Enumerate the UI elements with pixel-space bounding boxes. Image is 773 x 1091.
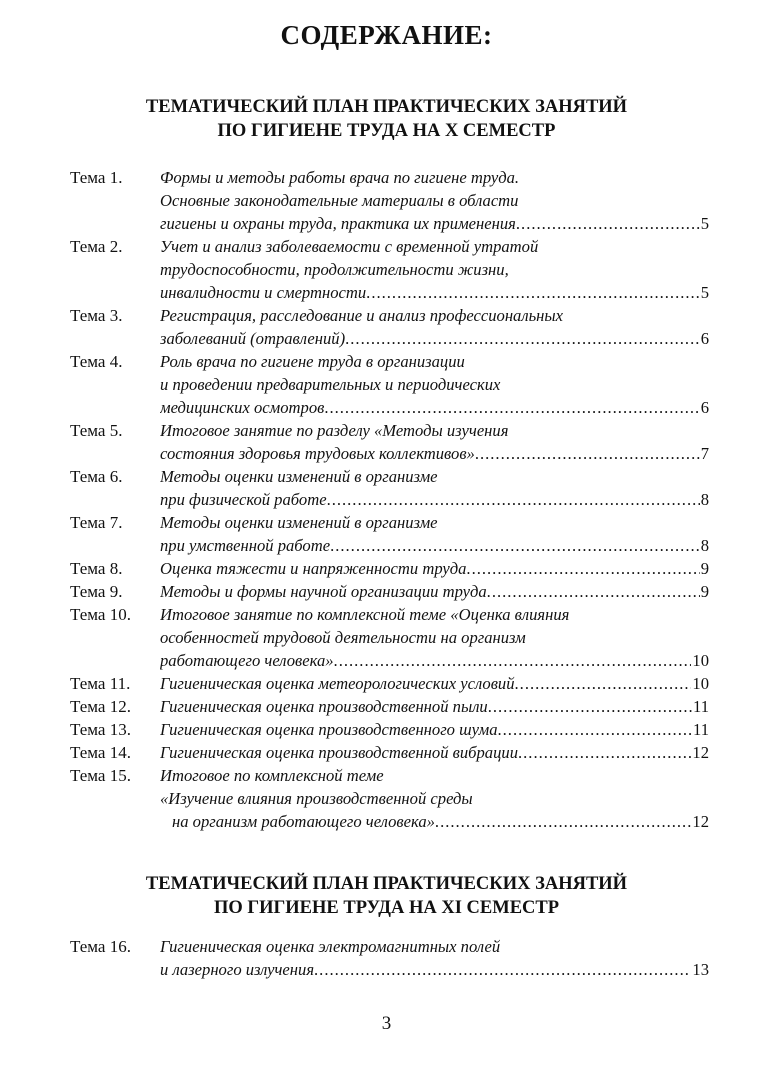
toc-entry [0, 580, 773, 603]
toc-entry-line [160, 695, 709, 718]
toc-entry-line: Итоговое занятие по комплексной теме «Оценка влияния [160, 605, 570, 624]
section-heading-line: ПО ГИГИЕНЕ ТРУДА НА X СЕМЕСТР [217, 121, 556, 141]
toc-entry-title [160, 419, 709, 465]
toc-entry-label: Тема 1. [70, 168, 123, 187]
toc-page-number: 11 [693, 697, 709, 716]
toc-entry-line [160, 327, 709, 350]
toc-entry [0, 672, 773, 695]
toc-entry-line: Учет и анализ заболеваемости с временной утратой [160, 237, 539, 256]
toc-leader-dots [345, 327, 700, 350]
toc-entry-text: инвалидности и смертности [160, 283, 367, 302]
toc-entry [0, 304, 773, 350]
toc-entry-line: и проведении предварительных и периодических [160, 375, 501, 394]
toc-entry-title [160, 741, 709, 764]
toc-entry-label: Тема 11. [70, 674, 131, 693]
toc-entry-label: Тема 15. [70, 766, 131, 785]
toc-entry-line: особенностей трудовой деятельности на организм [160, 628, 526, 647]
toc-section-1 [0, 166, 773, 833]
toc-entry-label: Тема 4. [70, 352, 123, 371]
toc-page-number: 10 [692, 651, 709, 670]
toc-entry-line [160, 396, 709, 419]
toc-entry-text: Гигиеническая оценка производственной вибрации [160, 743, 518, 762]
toc-entry-title [160, 511, 709, 557]
toc-entry-text: Гигиеническая оценка производственной пыли [160, 697, 488, 716]
toc-entry-line: Итоговое занятие по разделу «Методы изучения [160, 421, 509, 440]
toc-entry [0, 166, 773, 235]
toc-page-number: 9 [700, 582, 709, 601]
toc-entry-line: Регистрация, расследование и анализ профессиональных [160, 306, 563, 325]
toc-entry-title [160, 465, 709, 511]
section-heading-2 [0, 872, 773, 920]
toc-entry-line [160, 741, 709, 764]
toc-entry-title [160, 603, 709, 672]
toc-entry-line [160, 649, 709, 672]
toc-entry-line: трудоспособности, продолжительности жизни, [160, 260, 509, 279]
toc-entry-label: Тема 8. [70, 559, 123, 578]
toc-entry-line: Роль врача по гигиене труда в организации [160, 352, 465, 371]
section-heading-1 [0, 95, 773, 143]
toc-entry-line: Основные законодательные материалы в области [160, 191, 519, 210]
toc-entry-text: гигиены и охраны труда, практика их применения [160, 214, 516, 233]
toc-entry-title [160, 166, 709, 235]
toc-entry-text: работающего человека» [160, 651, 334, 670]
toc-leader-dots [516, 212, 700, 235]
page-title: СОДЕРЖАНИЕ: [280, 20, 493, 50]
toc-entry-label: Тема 2. [70, 237, 123, 256]
toc-page-number: 5 [700, 214, 709, 233]
toc-leader-dots [366, 281, 700, 304]
toc-page-number: 10 [692, 674, 709, 693]
toc-entry-label: Тема 10. [70, 605, 131, 624]
toc-page-number: 5 [700, 283, 709, 302]
toc-entry-label: Тема 12. [70, 697, 131, 716]
toc-entry-line [160, 534, 709, 557]
toc-page-number: 7 [700, 444, 709, 463]
toc-page-number: 9 [700, 559, 709, 578]
toc-entry-text: Методы и формы научной организации труда [160, 582, 487, 601]
toc-leader-dots [466, 557, 699, 580]
toc-entry-text: при умственной работе [160, 536, 331, 555]
toc-entry-text: при физической работе [160, 490, 327, 509]
toc-entry-label: Тема 13. [70, 720, 131, 739]
toc-entry-text: Гигиеническая оценка производственного шума [160, 720, 498, 739]
toc-entry-title [160, 672, 709, 695]
toc-page-number: 6 [700, 398, 709, 417]
toc-leader-dots [475, 442, 700, 465]
toc-page-number: 8 [700, 536, 709, 555]
toc-page-number: 11 [693, 720, 709, 739]
toc-entry-label: Тема 5. [70, 421, 123, 440]
toc-page-number: 8 [700, 490, 709, 509]
toc-entry-line: «Изучение влияния производственной среды [160, 789, 473, 808]
toc-entry-label: Тема 7. [70, 513, 123, 532]
toc-page-number: 12 [692, 812, 709, 831]
toc-entry-line [160, 672, 709, 695]
toc-entry-title [160, 304, 709, 350]
toc-entry [0, 718, 773, 741]
section-heading-line: ТЕМАТИЧЕСКИЙ ПЛАН ПРАКТИЧЕСКИХ ЗАНЯТИЙ [145, 97, 628, 117]
toc-leader-dots [487, 580, 700, 603]
toc-entry-title [160, 935, 709, 981]
toc-entry-text: Оценка тяжести и напряженности труда [160, 559, 467, 578]
toc-leader-dots [324, 396, 699, 419]
toc-entry-line [160, 557, 709, 580]
toc-entry-line: Методы оценки изменений в организме [160, 467, 438, 486]
toc-entry [0, 603, 773, 672]
toc-entry [0, 695, 773, 718]
toc-section-2 [0, 935, 773, 981]
toc-entry-label: Тема 16. [70, 937, 131, 956]
toc-leader-dots [330, 534, 700, 557]
toc-entry-title [160, 580, 709, 603]
toc-entry [0, 511, 773, 557]
toc-entry-label: Тема 14. [70, 743, 131, 762]
toc-entry-text: на организм работающего человека» [172, 812, 435, 831]
toc-entry-label: Тема 6. [70, 467, 123, 486]
toc-leader-dots [314, 958, 691, 981]
toc-entry-label: Тема 3. [70, 306, 123, 325]
toc-entry [0, 557, 773, 580]
toc-page-number: 6 [700, 329, 709, 348]
toc-entry-line [160, 958, 709, 981]
toc-entry-line [160, 442, 709, 465]
toc-entry [0, 935, 773, 981]
toc-entry-title [160, 695, 709, 718]
toc-leader-dots [488, 695, 692, 718]
toc-entry-line [160, 580, 709, 603]
toc-page-number: 12 [692, 743, 709, 762]
toc-entry-line [160, 488, 709, 511]
toc-leader-dots [498, 718, 693, 741]
toc-entry-title [160, 235, 709, 304]
toc-entry-line [160, 718, 709, 741]
section-heading-line: ПО ГИГИЕНЕ ТРУДА НА XI СЕМЕСТР [213, 898, 560, 918]
toc-leader-dots [515, 672, 692, 695]
toc-entry-title [160, 764, 709, 833]
toc-entry-line [160, 810, 709, 833]
toc-leader-dots [327, 488, 700, 511]
toc-entry-title [160, 350, 709, 419]
toc-entry-text: медицинских осмотров [160, 398, 325, 417]
toc-page-number: 13 [692, 960, 709, 979]
toc-entry [0, 235, 773, 304]
toc-leader-dots [518, 741, 691, 764]
toc-entry-label: Тема 9. [70, 582, 123, 601]
toc-leader-dots [334, 649, 692, 672]
toc-entry-line: Итоговое по комплексной теме [160, 766, 384, 785]
toc-entry-title [160, 718, 709, 741]
toc-entry-line: Гигиеническая оценка электромагнитных полей [160, 937, 501, 956]
toc-entry [0, 350, 773, 419]
toc-entry-text: Гигиеническая оценка метеорологических условий [160, 674, 515, 693]
toc-entry-line [160, 212, 709, 235]
toc-entry-text: и лазерного излучения [160, 960, 315, 979]
toc-entry-text: заболеваний (отравлений) [160, 329, 346, 348]
toc-entry [0, 741, 773, 764]
toc-entry-line [160, 281, 709, 304]
toc-entry-line: Формы и методы работы врача по гигиене труда. [160, 168, 520, 187]
toc-entry [0, 764, 773, 833]
toc-entry [0, 465, 773, 511]
toc-entry-title [160, 557, 709, 580]
page-number: 3 [381, 1013, 392, 1034]
toc-entry [0, 419, 773, 465]
toc-leader-dots [435, 810, 691, 833]
toc-entry-text: состояния здоровья трудовых коллективов» [160, 444, 475, 463]
toc-entry-line: Методы оценки изменений в организме [160, 513, 438, 532]
section-heading-line: ТЕМАТИЧЕСКИЙ ПЛАН ПРАКТИЧЕСКИХ ЗАНЯТИЙ [145, 874, 628, 894]
